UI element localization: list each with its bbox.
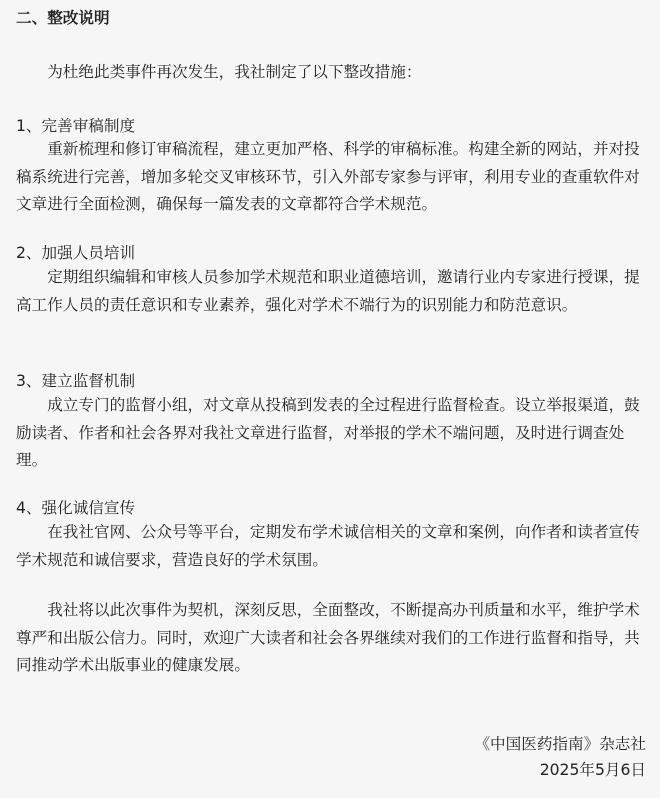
signature-date: 2025年5月6日 [539,761,646,779]
closing-paragraph: 我社将以此次事件为契机，深刻反思，全面整改，不断提高办刊质量和水平，维护学术尊严和出版公信力。同时，欢迎广大读者和社会各界继续对我们的工作进行监督和指导，共同推动学术出版事业的健康发展。 [16,601,640,674]
measure-1-heading: 1、完善审稿制度 [16,117,136,135]
measure-3-heading: 3、建立监督机制 [16,372,136,390]
measure-1-body: 重新梳理和修订审稿流程，建立更加严格、科学的审稿标准。构建全新的网站，并对投稿系统进行完善，增加多轮交叉审核环节，引入外部专家参与评审，利用专业的查重软件对文章进行全面检测，确保每一篇发表的文章都符合学术规范。 [16,140,640,213]
intro-paragraph: 为杜绝此类事件再次发生，我社制定了以下整改措施： [47,63,422,81]
signature-organization: 《中国医药指南》杂志社 [474,735,646,753]
measure-2-body: 定期组织编辑和审核人员参加学术规范和职业道德培训，邀请行业内专家进行授课，提高工作人员的责任意识和专业素养，强化对学术不端行为的识别能力和防范意识。 [16,268,640,314]
measure-2-heading: 2、加强人员培训 [16,244,136,262]
section-title: 二、整改说明 [16,9,110,27]
measure-4-heading: 4、强化诚信宣传 [16,499,136,517]
measure-3-body: 成立专门的监督小组，对文章从投稿到发表的全过程进行监督检查。设立举报渠道，鼓励读者、作者和社会各界对我社文章进行监督，对举报的学术不端问题，及时进行调查处理。 [16,396,640,469]
measure-4-body: 在我社官网、公众号等平台，定期发布学术诚信相关的文章和案例，向作者和读者宣传学术规范和诚信要求，营造良好的学术氛围。 [16,523,640,569]
